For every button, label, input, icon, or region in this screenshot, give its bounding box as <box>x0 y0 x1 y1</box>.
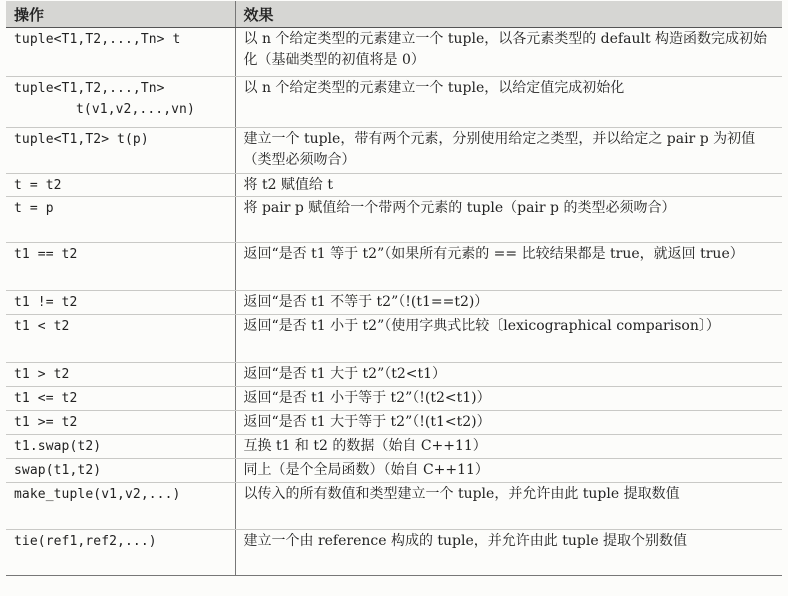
table-row <box>6 243 782 291</box>
operation-cell <box>6 459 235 483</box>
table-row <box>6 77 782 128</box>
operation-text: t1 > t2 <box>14 367 70 382</box>
operation-text: t1 == t2 <box>14 247 78 262</box>
effect-cell: 返回“是否 t1 小于等于 t2”（!(t2<t1)） <box>235 387 782 411</box>
operation-text: t1 != t2 <box>14 295 78 310</box>
effect-cell: 返回“是否 t1 大于等于 t2”（!(t1<t2)） <box>235 411 782 435</box>
effect-cell: 建立一个 tuple，带有两个元素，分别使用给定之类型，并以给定之 pair p 为初值（类型必须吻合） <box>235 128 782 174</box>
operation-cell <box>6 174 235 197</box>
operation-cell <box>6 28 235 77</box>
table-row <box>6 197 782 243</box>
table-row <box>6 459 782 483</box>
operation-text: t1.swap(t2) <box>14 439 102 454</box>
effect-cell: 将 pair p 赋值给一个带两个元素的 tuple（pair p 的类型必须吻合） <box>235 197 782 243</box>
operation-text: make_tuple(v1,v2,...) <box>14 487 181 502</box>
effect-cell: 建立一个由 reference 构成的 tuple，并允许由此 tuple 提取个别数值 <box>235 530 782 576</box>
header-operation: 操作 <box>6 1 235 28</box>
effect-cell: 将 t2 赋值给 t <box>235 174 782 197</box>
table-row <box>6 291 782 315</box>
effect-cell: 返回“是否 t1 不等于 t2”（!(t1==t2)） <box>235 291 782 315</box>
table-row <box>6 435 782 459</box>
operation-text: tuple<T1,T2> t(p) <box>14 132 149 147</box>
header-effect: 效果 <box>235 1 782 28</box>
operation-cell <box>6 315 235 363</box>
operation-cell <box>6 530 235 576</box>
table-body <box>6 28 782 576</box>
table-row <box>6 411 782 435</box>
effect-cell: 以 n 个给定类型的元素建立一个 tuple，以给定值完成初始化 <box>235 77 782 128</box>
header-row <box>6 1 782 28</box>
effect-cell: 返回“是否 t1 小于 t2”（使用字典式比较〔lexicographical comparison〕） <box>235 315 782 363</box>
operation-cell <box>6 363 235 387</box>
operation-cell <box>6 435 235 459</box>
operation-text: t = p <box>14 201 54 216</box>
table-row <box>6 174 782 197</box>
operation-cell <box>6 291 235 315</box>
operation-text: swap(t1,t2) <box>14 463 102 478</box>
effect-cell: 以传入的所有数值和类型建立一个 tuple，并允许由此 tuple 提取数值 <box>235 483 782 530</box>
operation-text-continued: t(v1,v2,...,vn) <box>76 102 195 117</box>
effect-cell: 互换 t1 和 t2 的数据（始自 C++11） <box>235 435 782 459</box>
operation-cell <box>6 243 235 291</box>
operation-cell <box>6 387 235 411</box>
table-row <box>6 128 782 174</box>
operation-text: t1 >= t2 <box>14 415 78 430</box>
tuple-operations-table <box>6 1 782 576</box>
operation-cell <box>6 411 235 435</box>
effect-cell: 同上（是个全局函数）（始自 C++11） <box>235 459 782 483</box>
operation-text: tuple<T1,T2,...,Tn> t <box>14 32 181 47</box>
table-row <box>6 387 782 411</box>
operation-text: tuple<T1,T2,...,Tn> <box>14 81 165 96</box>
operation-text: t1 <= t2 <box>14 391 78 406</box>
operation-text: tie(ref1,ref2,...) <box>14 534 157 549</box>
effect-cell: 以 n 个给定类型的元素建立一个 tuple，以各元素类型的 default 构造函数完成初始化（基础类型的初值将是 0） <box>235 28 782 77</box>
table-row <box>6 530 782 576</box>
table-row <box>6 363 782 387</box>
operation-cell <box>6 77 235 128</box>
operation-text: t = t2 <box>14 178 62 193</box>
table-header <box>6 1 782 28</box>
operation-cell <box>6 483 235 530</box>
effect-cell: 返回“是否 t1 等于 t2”（如果所有元素的 == 比较结果都是 true，就返回 true） <box>235 243 782 291</box>
table-row <box>6 483 782 530</box>
table-row <box>6 28 782 77</box>
table-row <box>6 315 782 363</box>
operation-cell <box>6 128 235 174</box>
operation-text: t1 < t2 <box>14 319 70 334</box>
effect-cell: 返回“是否 t1 大于 t2”（t2<t1） <box>235 363 782 387</box>
operation-cell <box>6 197 235 243</box>
